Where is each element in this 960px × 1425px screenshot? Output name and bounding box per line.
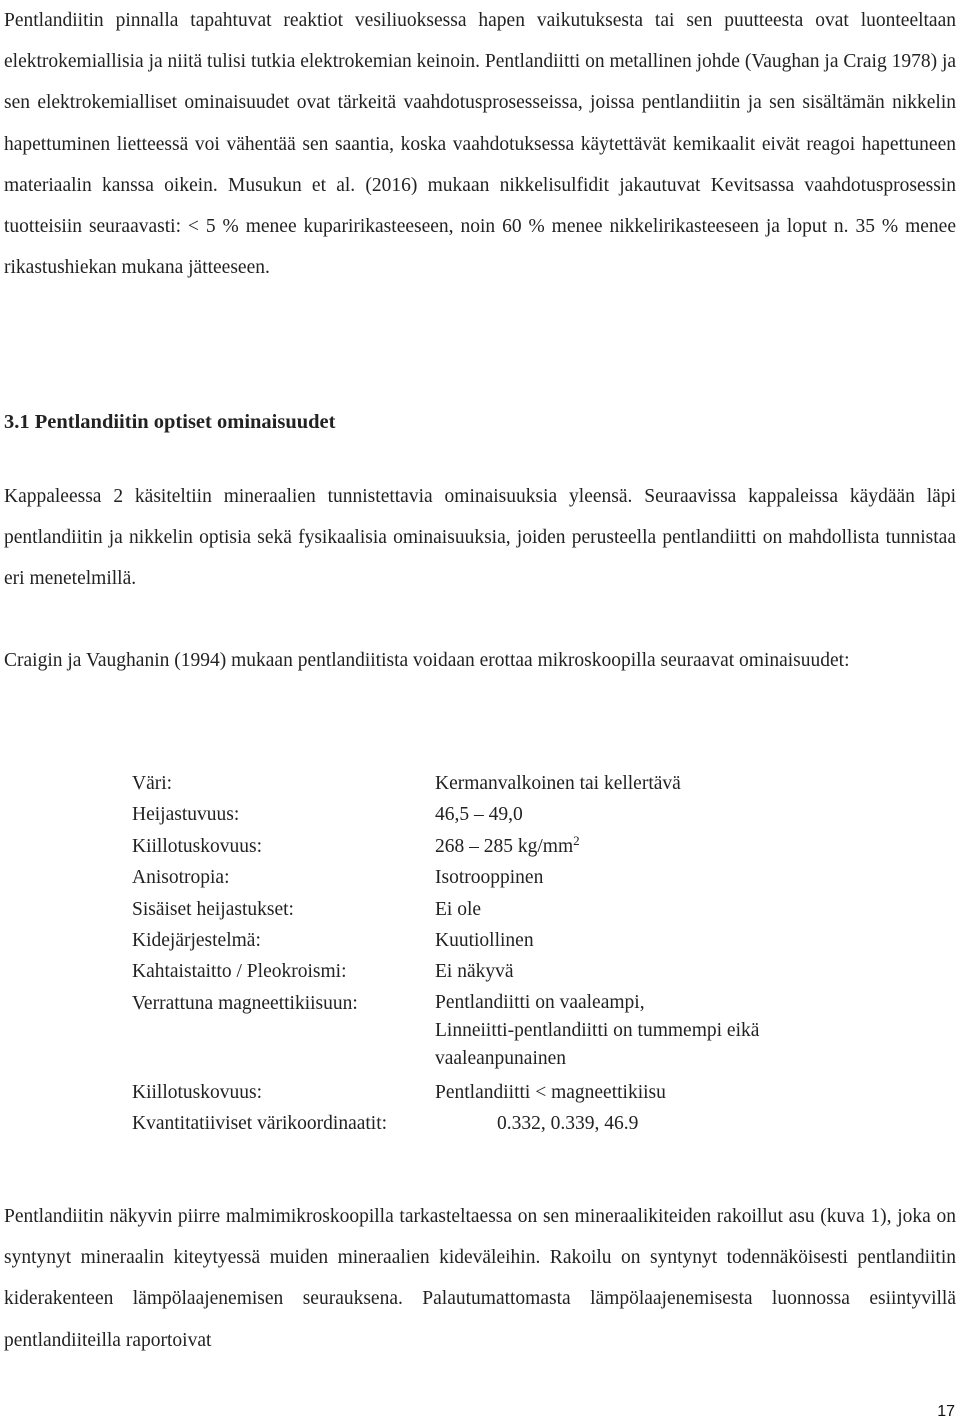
property-value: 46,5 – 49,0 [435,804,523,826]
section-heading: 3.1 Pentlandiitin optiset ominaisuudet [4,411,336,433]
property-value-line: vaaleanpunainen [435,1047,567,1069]
property-label: Kiillotuskovuus: [132,1081,263,1103]
property-row-crystal-system [132,925,852,956]
property-label: Kidejärjestelmä: [132,929,261,951]
property-value: Pentlandiitti < magneettikiisu [435,1081,666,1103]
property-row-anisotropy [132,862,852,893]
property-label: Heijastuvuus: [132,804,240,826]
property-value: Ei ole [435,898,482,920]
property-row-reflectance [132,799,852,830]
paragraph-fractured-habit: Pentlandiitin näkyvin piirre malmimikroskoopilla tarkasteltaessa on sen mineraalikiteiden rakoillut asu (kuva 1), joka on syntynyt mineraalin kiteytyessä muiden mineraalien kideväleihin. Rakoilu on syntynyt todennäköisesti pentlandiitin kiderakenteen lämpölaajenemisen seurauksena. Palautumattomasta lämpölaajenemisesta luonnossa esiintyvillä pentlandiiteilla raportoivat [4,1206,956,1351]
property-row-polishing-hardness [132,831,852,862]
property-value [435,989,759,1073]
property-row-polishing-hardness-comparison [132,1077,852,1108]
optical-properties-list [132,768,852,1140]
page-number: 17 [937,1403,955,1420]
property-row-compared-to-pyrrhotite [132,988,852,1077]
property-value-line: Pentlandiitti on vaaleampi, [435,991,645,1013]
property-label: Kvantitatiiviset värikoordinaatit: [132,1113,388,1135]
property-row-color-coordinates [132,1108,852,1139]
property-row-internal-reflections [132,894,852,925]
property-label: Väri: [132,773,173,794]
property-value: Kermanvalkoinen tai kellertävä [435,773,681,794]
paragraph-chapter-intro: Kappaleessa 2 käsiteltiin mineraalien tunnistettavia ominaisuuksia yleensä. Seuraavissa kappaleissa käydään läpi pentlandiitin ja nikkelin optisia sekä fysikaalisia ominaisuuksia, joiden perusteella pentlandiitti on mahdollista tunnistaa eri menetelmillä. [4,486,956,590]
property-value: Ei näkyvä [435,961,514,983]
property-value-line: Linneiitti-pentlandiitti on tummempi eikä [435,1019,760,1041]
paragraph-craig-vaughan: Craigin ja Vaughanin (1994) mukaan pentlandiitista voidaan erottaa mikroskoopilla seuraavat ominaisuudet: [4,650,850,671]
property-value: 0.332, 0.339, 46.9 [497,1113,639,1135]
property-label: Anisotropia: [132,867,230,889]
property-label: Kahtaistaitto / Pleokroismi: [132,961,347,983]
property-value: Kuutiollinen [435,929,534,951]
property-label: Verrattuna magneettikiisuun: [132,992,358,1014]
property-label: Sisäiset heijastukset: [132,898,294,920]
property-value [435,831,580,862]
property-label: Kiillotuskovuus: [132,835,263,857]
property-row-color [132,768,852,799]
property-row-birefringence [132,956,852,987]
property-value-text: 268 – 285 kg/mm [435,835,574,857]
paragraph-pentlandite-reactions: Pentlandiitin pinnalla tapahtuvat reaktiot vesiliuoksessa hapen vaikutuksesta tai sen puutteesta ovat luonteeltaan elektrokemiallisia ja niitä tulisi tutkia elektrokemian keinoin. Pentlandiitti on metallinen johde (Vaughan ja Craig 1978) ja sen elektrokemialliset ominaisuudet ovat tärkeitä vaahdotusprosesseissa, joissa pentlandiitin ja sen sisältämän nikkelin hapettuminen lietteessä voi vähentää sen saantia, koska vaahdotuksessa käytettävät kemikaalit eivät reagoi hapettuneen materiaalin kanssa oikein. Musukun et al. (2016) mukaan nikkelisulfidit jakautuvat Kevitsassa vaahdotusprosessin tuotteisiin seuraavasti: < 5 % menee kuparirikasteeseen, noin 60 % menee nikkelirikasteeseen ja loput n. 35 % menee rikastushiekan mukana jätteeseen. [4,10,957,279]
property-value: Isotrooppinen [435,867,544,889]
superscript: 2 [573,832,580,848]
